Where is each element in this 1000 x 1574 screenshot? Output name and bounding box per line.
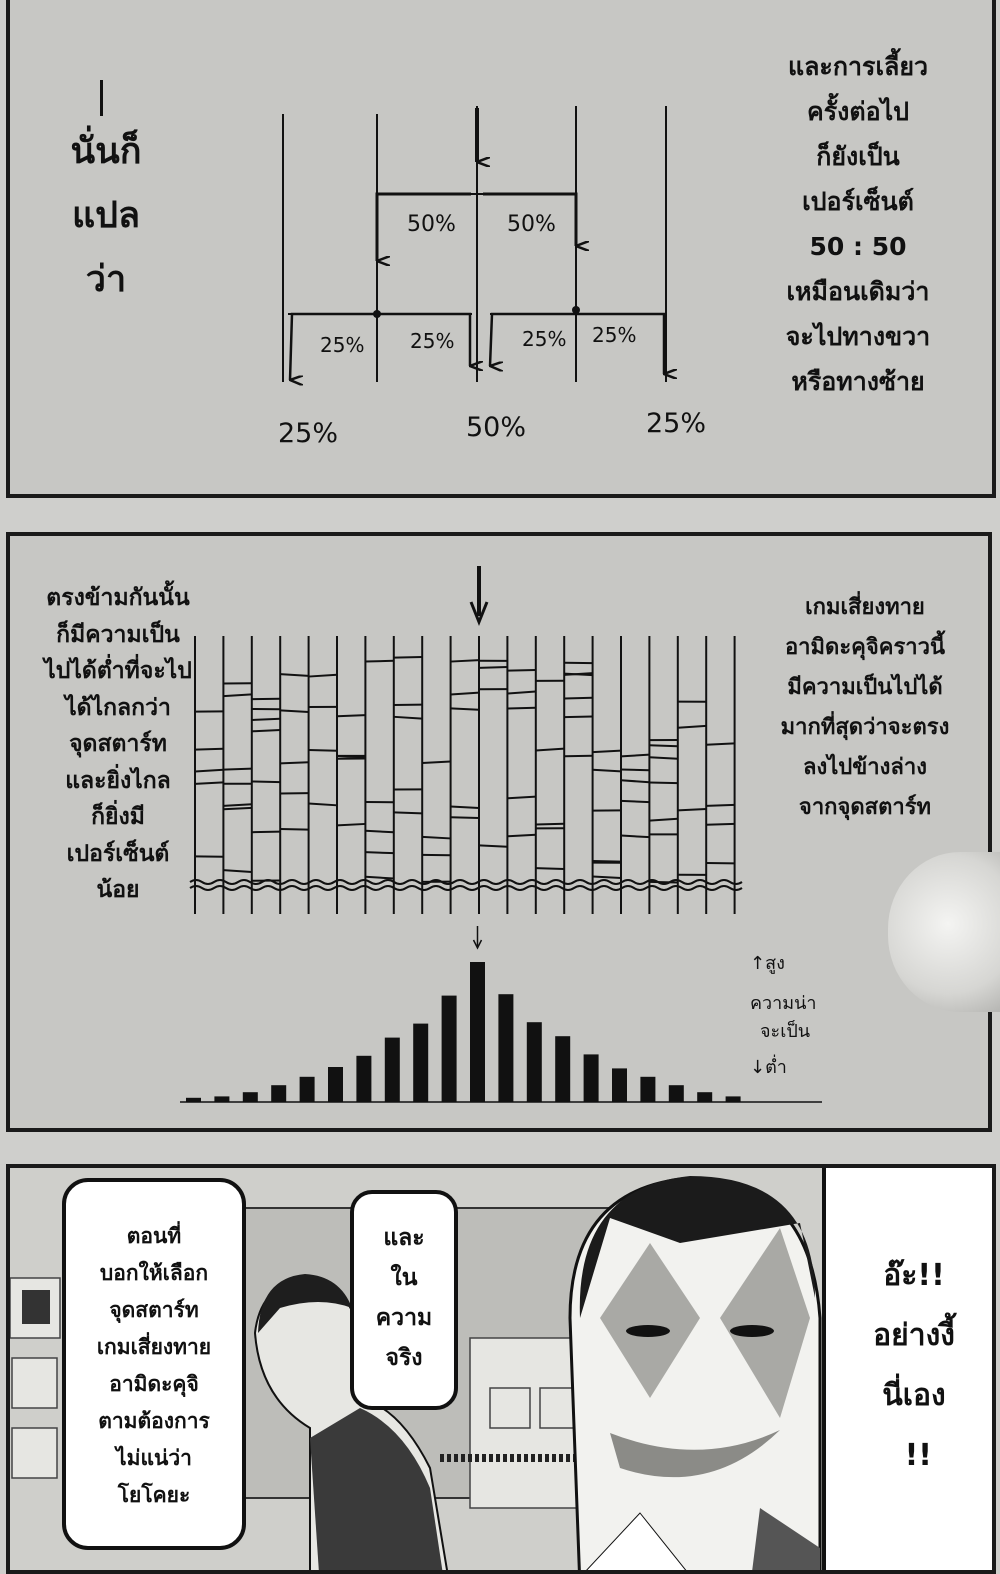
caption-line: นั่นก็ [46,120,166,184]
chart-bar [442,996,457,1102]
sub-label: 25% [522,327,566,351]
caption-line: และยิ่งไกล [20,763,216,800]
chart-bar [726,1096,741,1102]
bubble-line: อามิดะคุจิ [66,1366,242,1403]
panel-bottom [6,1164,996,1574]
caption-line: ครั้งต่อไป [748,89,968,134]
sub-label: 25% [320,333,364,357]
chart-bar [669,1085,684,1102]
chart-bar [555,1036,570,1102]
sub-label: 25% [592,323,636,347]
chart-bar [385,1038,400,1102]
bubble-line: โยโคยะ [66,1477,242,1514]
caption-line: จุดสตาร์ท [20,726,216,763]
caption-line: จากจุดสตาร์ท [750,788,980,828]
speech-bubble-right [822,1168,996,1574]
caption-line: มากที่สุดว่าจะตรง [750,708,980,748]
split-label: 50% [407,212,456,237]
caption-line: อามิดะคุจิคราวนี้ [750,628,980,668]
caption-line: ตรงข้ามกันนั้น [20,580,216,617]
bubble-line: ใน [354,1258,454,1298]
chart-bar [300,1077,315,1102]
chart-bar [271,1085,286,1102]
caption-line: น้อย [20,872,216,909]
panel2-right-caption [750,588,980,828]
bubble-line: และ [354,1218,454,1258]
chart-bar [356,1056,371,1102]
speech-bubble-left [62,1178,246,1550]
speech-bubble-middle [350,1190,458,1410]
chart-bar [470,962,485,1102]
bubble-line: เกมเสี่ยงทาย [66,1329,242,1366]
bubble-line: จุดสตาร์ท [66,1292,242,1329]
caption-line: 50 : 50 [748,224,968,269]
caption-line: ได้ไกลกว่า [20,690,216,727]
caption-line: ลงไปข้างล่าง [750,748,980,788]
high-label: สูง [765,953,785,974]
bubble-line: ความ [354,1298,454,1338]
split-label: 50% [507,212,556,237]
chart-axis-legend [750,946,840,1086]
bubble-line: อย่างงี้ [826,1306,996,1366]
chart-bar [498,994,513,1102]
caption-line: จะไปทางขวา [748,314,968,359]
chart-bar [612,1068,627,1102]
chart-bar [243,1092,258,1102]
panel-middle [6,532,992,1132]
caption-line: เปอร์เซ็นต์ [20,836,216,873]
axis-label: ความน่า [750,986,840,1022]
chart-bar [214,1096,229,1102]
chart-bar [527,1022,542,1102]
down-arrow-icon: ↓ [750,1057,765,1078]
bubble-line: จริง [354,1338,454,1378]
bubble-line: !! [826,1426,996,1486]
axis-label-2: จะเป็น [760,1014,840,1050]
bubble-line: ไม่แน่ว่า [66,1440,242,1477]
caption-line: ก็ยังเป็น [748,134,968,179]
bubble-line: ตามต้องการ [66,1403,242,1440]
result-label: 25% [646,408,706,439]
caption-line: ว่า [46,248,166,312]
junction-dot [373,310,381,318]
caption-line: เหมือนเดิมว่า [748,269,968,314]
panel1-right-caption [748,44,968,404]
chart-bar [584,1054,599,1102]
caption-line: เปอร์เซ็นต์ [748,179,968,224]
chart-bar [697,1092,712,1102]
junction-dot [572,306,580,314]
chart-bar [640,1077,655,1102]
caption-line: ก็ยิ่งมี [20,799,216,836]
result-label: 25% [278,418,338,449]
bubble-line: อ๊ะ!! [826,1246,996,1306]
result-label: 50% [466,412,526,443]
caption-line: หรือทางซ้าย [748,359,968,404]
bubble-line: ตอนที่ [66,1218,242,1255]
sub-label: 25% [410,329,454,353]
caption-line: เกมเสี่ยงทาย [750,588,980,628]
chart-bar [413,1024,428,1102]
caption-line: แปล [46,184,166,248]
caption-line: ก็มีความเป็น [20,617,216,654]
up-arrow-icon: ↑ [750,953,765,974]
panel-top [6,0,996,498]
low-label: ต่ำ [765,1057,787,1078]
caption-line: มีความเป็นไปได้ [750,668,980,708]
bubble-line: บอกให้เลือก [66,1255,242,1292]
caption-line: ไปได้ต่ำที่จะไป [20,653,216,690]
caption-line: และการเลี้ยว [748,44,968,89]
chart-bar [328,1067,343,1102]
bubble-line: นี่เอง [826,1366,996,1426]
chart-bar [186,1098,201,1102]
